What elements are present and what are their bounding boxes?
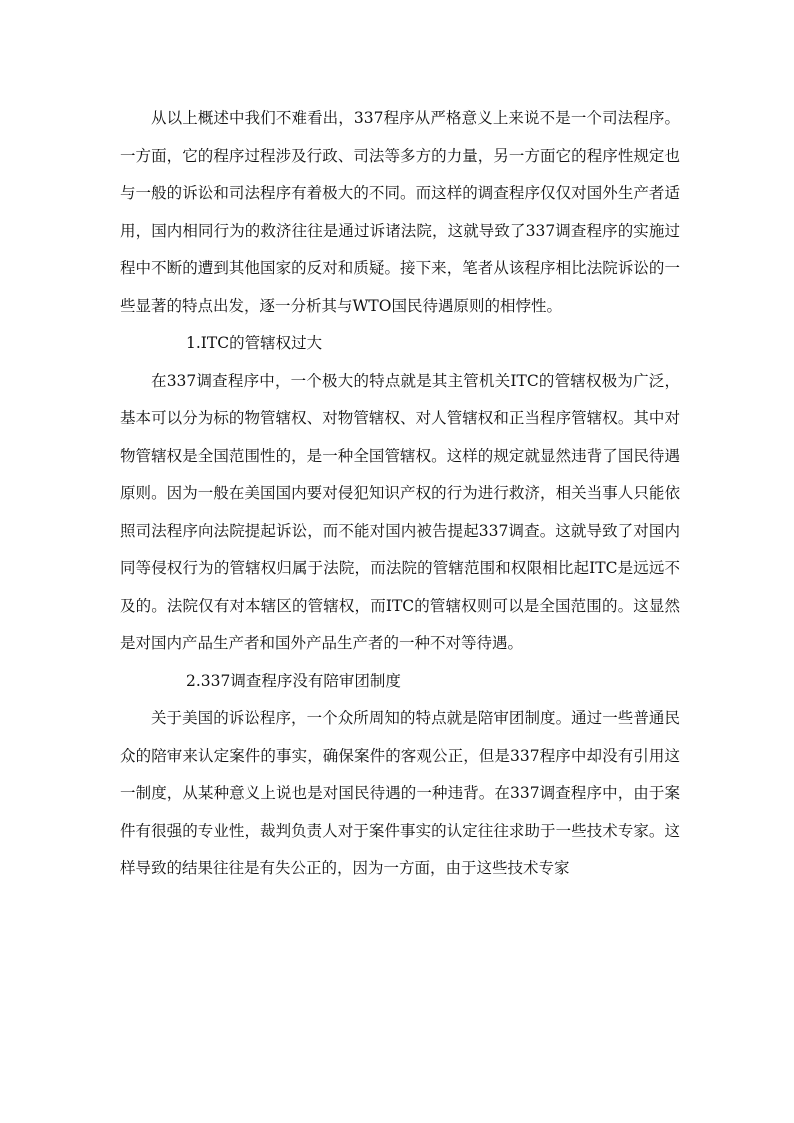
paragraph-itc-jurisdiction: 在337调查程序中，一个极大的特点就是其主管机关ITC的管辖权极为广泛，基本可以分为标的物管辖权、对物管辖权、对人管辖权和正当程序管辖权。其中对物管辖权是全国范围性的，是一种全国管辖权。这样的规定就显然违背了国民待遇原则。因为一般在美国国内要对侵犯知识产权的行为进行救济，相关当事人只能依照司法程序向法院提起诉讼，而不能对国内被告提起337调查。这就导致了对国内同等侵权行为的管辖权归属于法院，而法院的管辖范围和权限相比起ITC是远远不及的。法院仅有对本辖区的管辖权，而ITC的管辖权则可以是全国范围的。这显然是对国内产品生产者和国外产品生产者的一种不对等待遇。 [120,371,680,652]
document-body [120,100,680,888]
paragraph-jury-system: 关于美国的诉讼程序，一个众所周知的特点就是陪审团制度。通过一些普通民众的陪审来认定案件的事实，确保案件的客观公正，但是337程序中却没有引用这一制度，从某种意义上说也是对国民待遇的一种违背。在337调查程序中，由于案件有很强的专业性，裁判负责人对于案件事实的认定往往求助于一些技术专家。这样导致的结果往往是有失公正的，因为一方面，由于这些技术专家 [120,709,680,877]
section-heading-1: 1.ITC的管辖权过大 [186,334,323,352]
paragraph-intro: 从以上概述中我们不难看出，337程序从严格意义上来说不是一个司法程序。一方面，它的程序过程涉及行政、司法等多方的力量，另一方面它的程序性规定也与一般的诉讼和司法程序有着极大的不同。而这样的调查程序仅仅对国外生产者适用，国内相同行为的救济往往是通过诉诸法院，这就导致了337调查程序的实施过程中不断的遭到其他国家的反对和质疑。接下来，笔者从该程序相比法院诉讼的一些显著的特点出发，逐一分析其与WTO国民待遇原则的相悖性。 [120,109,680,315]
section-heading-2: 2.337调查程序没有陪审团制度 [186,671,401,690]
